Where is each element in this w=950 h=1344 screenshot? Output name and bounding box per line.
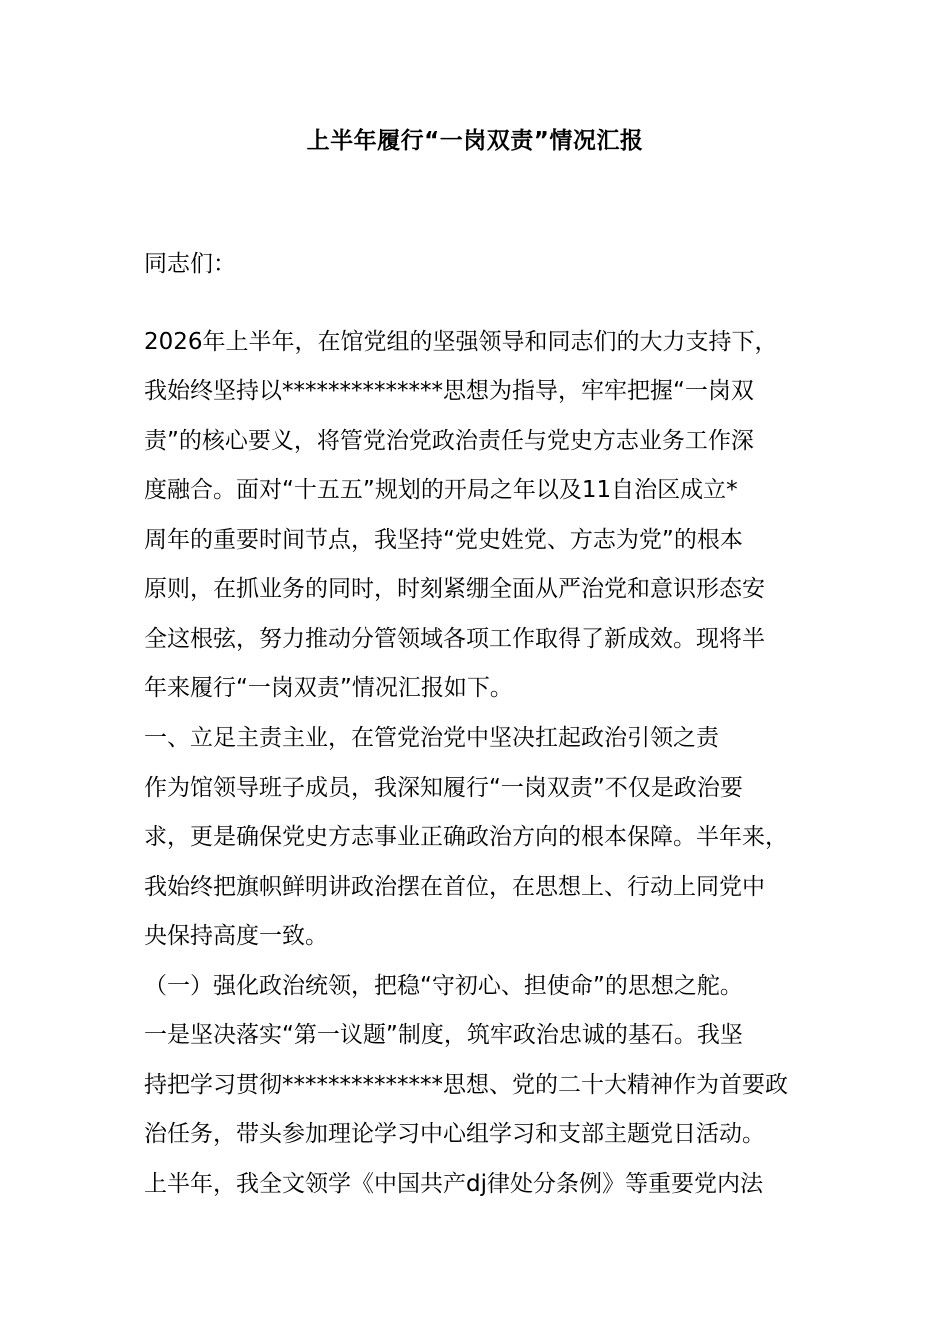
body-line: 我始终坚持以**************思想为指导，牢牢把握“一岗双 [144,378,754,404]
subsection-heading: （一）强化政治统领，把稳“守初心、担使命”的思想之舵。 [144,973,743,999]
body-line: 治任务，带头参加理论学习中心组学习和支部主题党日活动。 [144,1121,765,1147]
body-line: 2026年上半年，在馆党组的坚强领导和同志们的大力支持下， [144,329,778,355]
body-line: 央保持高度一致。 [144,923,328,949]
body-line: 全这根弦，努力推动分管领域各项工作取得了新成效。现将半 [144,626,765,652]
body-line: 年来履行“一岗双责”情况汇报如下。 [144,675,513,701]
body-line: 持把学习贯彻**************思想、党的二十大精神作为首要政 [144,1072,788,1098]
body-line: 责”的核心要义，将管党治党政治责任与党史方志业务工作深 [144,428,754,454]
body-line: 求，更是确保党史方志事业正确政治方向的根本保障。半年来， [144,824,788,850]
salutation: 同志们： [144,251,236,277]
body-line: 周年的重要时间节点，我坚持“党史姓党、方志为党”的根本 [144,527,743,553]
document-title: 上半年履行“一岗双责”情况汇报 [306,128,644,154]
body-line: 一是坚决落实“第一议题”制度，筑牢政治忠诚的基石。我坚 [144,1022,743,1048]
body-line: 上半年，我全文领学《中国共产dj律处分条例》等重要党内法 [144,1171,763,1197]
section-heading: 一、立足主责主业，在管党治党中坚决扛起政治引领之责 [144,725,719,751]
body-line: 我始终把旗帜鲜明讲政治摆在首位，在思想上、行动上同党中 [144,874,765,900]
body-line: 原则，在抓业务的同时，时刻紧绷全面从严治党和意识形态安 [144,576,765,602]
body-line: 作为馆领导班子成员，我深知履行“一岗双责”不仅是政治要 [144,775,743,801]
body-line: 度融合。面对“十五五”规划的开局之年以及11自治区成立* [144,477,738,503]
